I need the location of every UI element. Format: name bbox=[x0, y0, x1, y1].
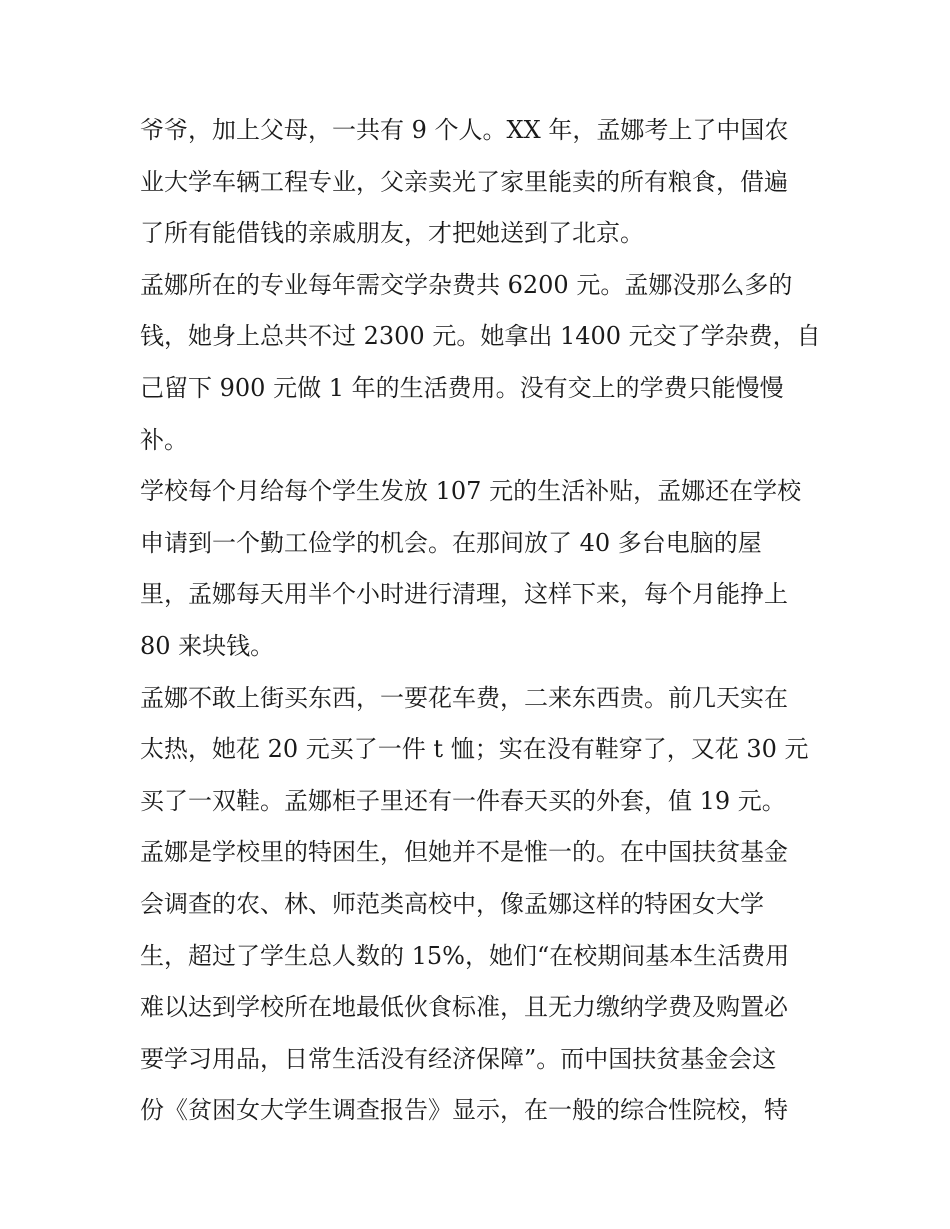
text-line: 己留下 900 元做 1 年的生活费用。没有交上的学费只能慢慢 bbox=[140, 373, 784, 402]
text-line: 学校每个月给每个学生发放 107 元的生活补贴，孟娜还在学校 bbox=[140, 477, 802, 506]
document-body-text bbox=[140, 105, 830, 1137]
text-line: 补。 bbox=[140, 425, 188, 454]
text-line: 孟娜是学校里的特困生，但她并不是惟一的。在中国扶贫基金 bbox=[140, 838, 788, 867]
text-line: 买了一双鞋。孟娜柜子里还有一件春天买的外套，值 19 元。 bbox=[140, 786, 786, 815]
text-line: 孟娜所在的专业每年需交学杂费共 6200 元。孟娜没那么多的 bbox=[140, 270, 793, 299]
text-line: 业大学车辆工程专业，父亲卖光了家里能卖的所有粮食，借遍 bbox=[140, 167, 788, 196]
text-line: 了所有能借钱的亲戚朋友，才把她送到了北京。 bbox=[140, 219, 644, 248]
text-line: 申请到一个勤工俭学的机会。在那间放了 40 多台电脑的屋 bbox=[140, 528, 762, 557]
text-line: 太热，她花 20 元买了一件 t 恤；实在没有鞋穿了，又花 30 元 bbox=[140, 735, 809, 764]
text-line: 80 来块钱。 bbox=[140, 631, 275, 660]
text-line: 会调查的农、林、师范类高校中，像孟娜这样的特困女大学 bbox=[140, 889, 764, 918]
text-line: 要学习用品，日常生活没有经济保障”。而中国扶贫基金会这 bbox=[140, 1044, 777, 1073]
text-line: 孟娜不敢上街买东西，一要花车费，二来东西贵。前几天实在 bbox=[140, 683, 788, 712]
text-line: 份《贫困女大学生调查报告》显示，在一般的综合性院校，特 bbox=[140, 1096, 788, 1125]
text-line: 难以达到学校所在地最低伙食标准，且无力缴纳学费及购置必 bbox=[140, 993, 788, 1022]
text-line: 里，孟娜每天用半个小时进行清理，这样下来，每个月能挣上 bbox=[140, 580, 788, 609]
text-line: 爷爷，加上父母，一共有 9 个人。XX 年，孟娜考上了中国农 bbox=[140, 116, 789, 144]
text-line: 生，超过了学生总人数的 15%，她们“在校期间基本生活费用 bbox=[140, 941, 790, 970]
text-line: 钱，她身上总共不过 2300 元。她拿出 1400 元交了学杂费，自 bbox=[140, 322, 821, 351]
